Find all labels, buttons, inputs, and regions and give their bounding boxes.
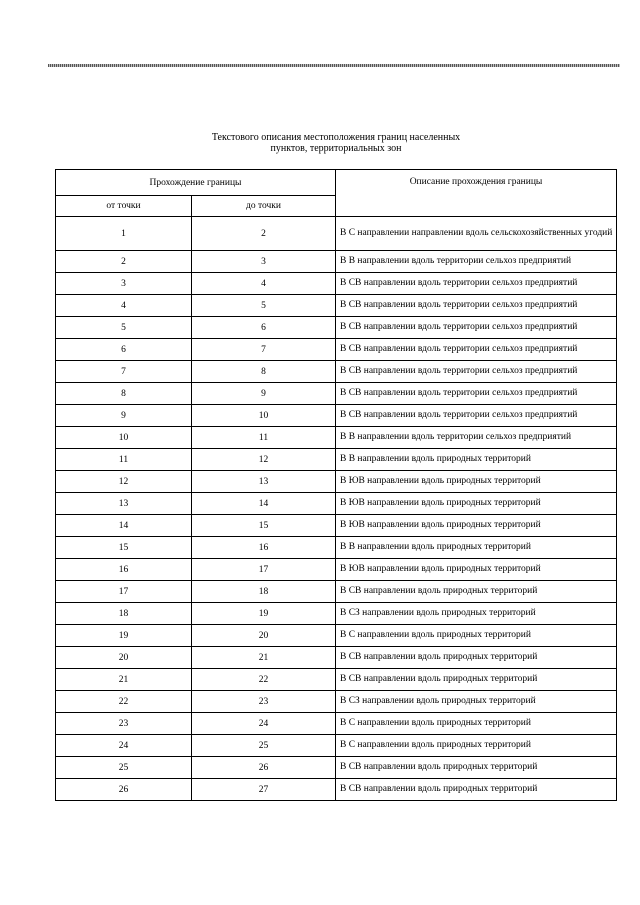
description-cell: В ЮВ направлении вдоль природных территорий [336, 471, 617, 493]
from-point-cell: 6 [56, 339, 192, 361]
header-description: Описание прохождения границы [336, 170, 617, 217]
table-row [56, 339, 617, 361]
description-cell: В СВ направлении вдоль природных территорий [336, 581, 617, 603]
to-point-cell: 21 [192, 647, 336, 669]
to-point-cell: 26 [192, 757, 336, 779]
description-cell: В ЮВ направлении вдоль природных территорий [336, 515, 617, 537]
from-point-cell: 19 [56, 625, 192, 647]
to-point-cell: 27 [192, 779, 336, 801]
table-row [56, 691, 617, 713]
table-row [56, 647, 617, 669]
table-row [56, 669, 617, 691]
table-row [56, 713, 617, 735]
to-point-cell: 3 [192, 251, 336, 273]
header-to-point: до точки [192, 196, 336, 217]
to-point-cell: 6 [192, 317, 336, 339]
from-point-cell: 13 [56, 493, 192, 515]
description-cell: В СВ направлении вдоль территории сельхоз предприятий [336, 361, 617, 383]
table-row [56, 757, 617, 779]
description-cell: В СВ направлении вдоль природных территорий [336, 669, 617, 691]
from-point-cell: 23 [56, 713, 192, 735]
from-point-cell: 17 [56, 581, 192, 603]
table-row [56, 217, 617, 251]
description-cell: В С направлении вдоль природных территорий [336, 735, 617, 757]
to-point-cell: 4 [192, 273, 336, 295]
table-row [56, 515, 617, 537]
from-point-cell: 26 [56, 779, 192, 801]
description-cell: В СВ направлении вдоль территории сельхоз предприятий [336, 339, 617, 361]
to-point-cell: 16 [192, 537, 336, 559]
table-row [56, 603, 617, 625]
description-cell: В СВ направлении вдоль территории сельхоз предприятий [336, 317, 617, 339]
from-point-cell: 5 [56, 317, 192, 339]
to-point-cell: 12 [192, 449, 336, 471]
description-cell: В СЗ направлении вдоль природных территорий [336, 691, 617, 713]
from-point-cell: 25 [56, 757, 192, 779]
description-cell: В ЮВ направлении вдоль природных территорий [336, 559, 617, 581]
from-point-cell: 1 [56, 217, 192, 251]
table-row [56, 581, 617, 603]
to-point-cell: 20 [192, 625, 336, 647]
to-point-cell: 8 [192, 361, 336, 383]
to-point-cell: 14 [192, 493, 336, 515]
description-cell: В В направлении вдоль территории сельхоз предприятий [336, 251, 617, 273]
table-row [56, 449, 617, 471]
table-row [56, 317, 617, 339]
table-row [56, 559, 617, 581]
from-point-cell: 12 [56, 471, 192, 493]
from-point-cell: 11 [56, 449, 192, 471]
from-point-cell: 21 [56, 669, 192, 691]
from-point-cell: 14 [56, 515, 192, 537]
to-point-cell: 13 [192, 471, 336, 493]
table-row [56, 273, 617, 295]
to-point-cell: 11 [192, 427, 336, 449]
from-point-cell: 4 [56, 295, 192, 317]
from-point-cell: 16 [56, 559, 192, 581]
title-line-1: Текстового описания местоположения границ населенных [211, 132, 461, 143]
from-point-cell: 7 [56, 361, 192, 383]
table-row [56, 251, 617, 273]
table-row [56, 295, 617, 317]
from-point-cell: 3 [56, 273, 192, 295]
to-point-cell: 10 [192, 405, 336, 427]
to-point-cell: 18 [192, 581, 336, 603]
title-line-2: пунктов, территориальных зон [270, 143, 402, 154]
table-row [56, 537, 617, 559]
description-cell: В СВ направлении вдоль природных территорий [336, 757, 617, 779]
description-cell: В СЗ направлении вдоль природных территорий [336, 603, 617, 625]
table-body [56, 217, 617, 801]
table-row [56, 383, 617, 405]
table-row [56, 427, 617, 449]
to-point-cell: 15 [192, 515, 336, 537]
description-cell: В СВ направлении вдоль территории сельхоз предприятий [336, 405, 617, 427]
table-row [56, 405, 617, 427]
from-point-cell: 2 [56, 251, 192, 273]
description-cell: В С направлении вдоль природных территорий [336, 713, 617, 735]
table-row [56, 471, 617, 493]
description-cell: В В направлении вдоль территории сельхоз предприятий [336, 427, 617, 449]
from-point-cell: 9 [56, 405, 192, 427]
to-point-cell: 2 [192, 217, 336, 251]
table-row [56, 493, 617, 515]
description-cell: В СВ направлении вдоль территории сельхоз предприятий [336, 383, 617, 405]
table-row [56, 361, 617, 383]
from-point-cell: 8 [56, 383, 192, 405]
to-point-cell: 5 [192, 295, 336, 317]
description-cell: В СВ направлении вдоль территории сельхоз предприятий [336, 295, 617, 317]
description-cell: В ЮВ направлении вдоль природных территорий [336, 493, 617, 515]
from-point-cell: 10 [56, 427, 192, 449]
boundary-table [55, 169, 617, 801]
description-cell: В С направлении направлении вдоль сельскохозяйственных угодий [336, 217, 617, 251]
description-cell: В С направлении вдоль природных территорий [336, 625, 617, 647]
to-point-cell: 22 [192, 669, 336, 691]
description-cell: В СВ направлении вдоль природных территорий [336, 647, 617, 669]
header-from-point: от точки [56, 196, 192, 217]
table-row [56, 735, 617, 757]
to-point-cell: 25 [192, 735, 336, 757]
table-row [56, 625, 617, 647]
header-passage: Прохождение границы [56, 170, 336, 196]
from-point-cell: 20 [56, 647, 192, 669]
from-point-cell: 22 [56, 691, 192, 713]
description-cell: В В направлении вдоль природных территорий [336, 449, 617, 471]
from-point-cell: 15 [56, 537, 192, 559]
description-cell: В СВ направлении вдоль территории сельхоз предприятий [336, 273, 617, 295]
to-point-cell: 19 [192, 603, 336, 625]
to-point-cell: 7 [192, 339, 336, 361]
from-point-cell: 18 [56, 603, 192, 625]
table-header [56, 170, 617, 217]
header-rule [48, 64, 620, 67]
to-point-cell: 9 [192, 383, 336, 405]
to-point-cell: 23 [192, 691, 336, 713]
description-cell: В СВ направлении вдоль природных территорий [336, 779, 617, 801]
from-point-cell: 24 [56, 735, 192, 757]
table-row [56, 779, 617, 801]
description-cell: В В направлении вдоль природных территорий [336, 537, 617, 559]
document-title [120, 132, 552, 154]
to-point-cell: 24 [192, 713, 336, 735]
to-point-cell: 17 [192, 559, 336, 581]
